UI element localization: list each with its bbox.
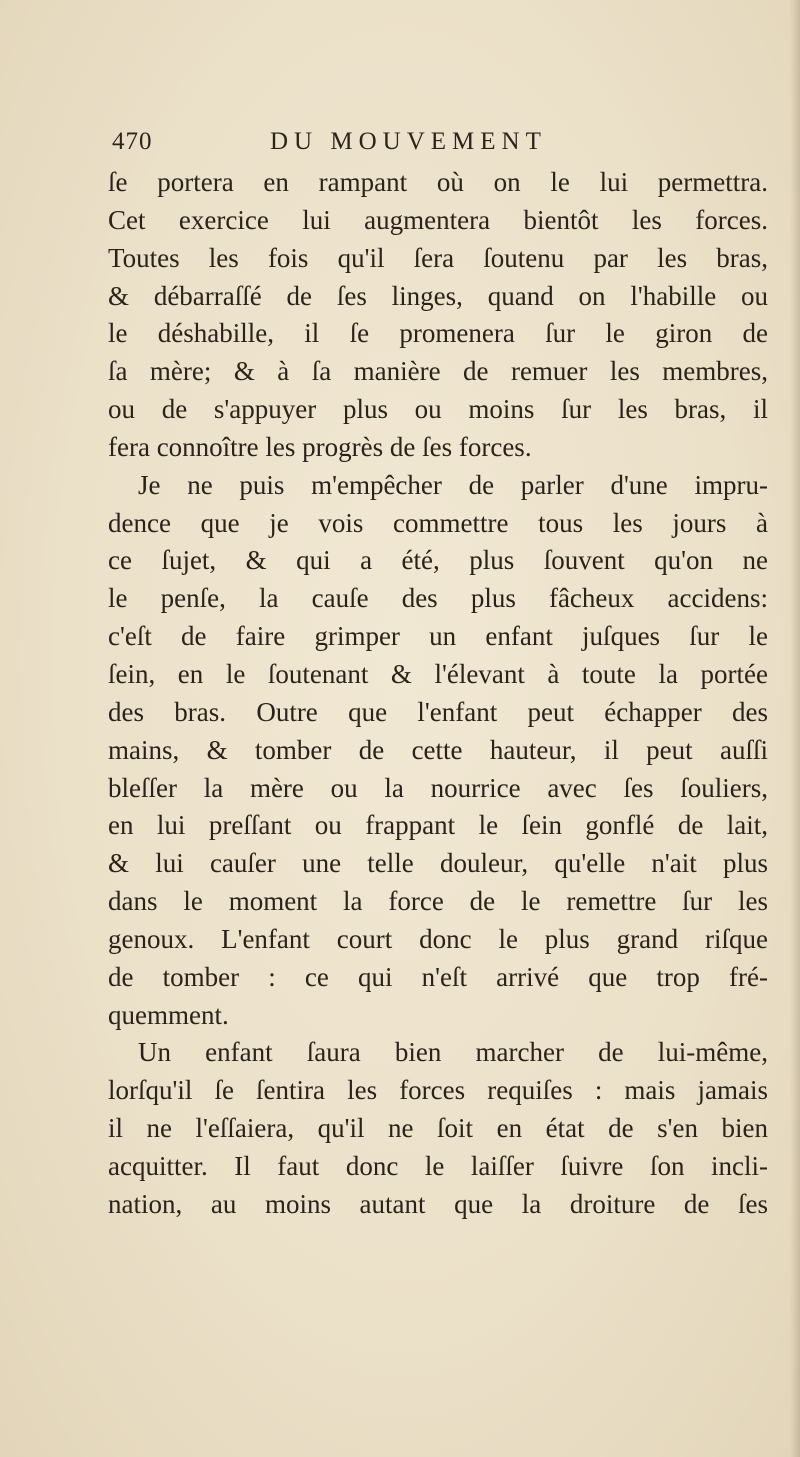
text-line: ou de s'appuyer plus ou moins ſur les bras, il (108, 394, 768, 425)
text-line: Toutes les fois qu'il ſera ſoutenu par les bras, (108, 242, 768, 273)
text-line: le penſe, la cauſe des plus fâcheux accidens: (108, 583, 768, 614)
text-line: ſa mère; & à ſa manière de remuer les membres, (108, 356, 768, 387)
page-number: 470 (112, 128, 153, 155)
text-line: le déshabille, il ſe promenera ſur le giron de (108, 318, 768, 349)
text-line: nation, au moins autant que la droiture de ſes (108, 1188, 768, 1219)
text-line: dans le moment la force de le remettre ſur les (108, 886, 768, 917)
body-text (108, 164, 768, 1224)
paragraph-start-line: Un enfant ſaura bien marcher de lui-même, (138, 1037, 768, 1068)
text-line: des bras. Outre que l'enfant peut échapper des (108, 696, 768, 727)
text-line: ſein, en le ſoutenant & l'élevant à toute la portée (108, 658, 768, 689)
running-head: DU MOUVEMENT (270, 128, 547, 155)
text-line: bleſſer la mère ou la nourrice avec ſes ſouliers, (108, 772, 768, 803)
text-line: & lui cauſer une telle douleur, qu'elle n'ait plus (108, 848, 768, 879)
text-line: Cet exercice lui augmentera bientôt les forces. (108, 204, 768, 235)
text-line: en lui preſſant ou frappant le ſein gonflé de lait, (108, 810, 768, 841)
text-line: de tomber : ce qui n'eſt arrivé que trop fré- (108, 961, 768, 992)
text-line: fera connoître les progrès de ſes forces. (108, 431, 532, 462)
text-line: il ne l'eſſaiera, qu'il ne ſoit en état de s'en bien (108, 1113, 768, 1144)
text-line: mains, & tomber de cette hauteur, il peut auſſi (108, 734, 768, 765)
text-line: acquitter. Il faut donc le laiſſer ſuivre ſon incli- (108, 1150, 768, 1181)
text-line: c'eſt de faire grimper un enfant juſques ſur le (108, 621, 768, 652)
text-line: quemment. (108, 999, 229, 1030)
page-header (112, 128, 712, 164)
text-line: ce ſujet, & qui a été, plus ſouvent qu'on ne (108, 545, 768, 576)
text-line: genoux. L'enfant court donc le plus grand riſque (108, 923, 768, 954)
text-line: & débarraſſé de ſes linges, quand on l'habille ou (108, 280, 768, 311)
text-line: ſe portera en rampant où on le lui permettra. (108, 167, 768, 197)
text-line: lorſqu'il ſe ſentira les forces requiſes : mais jamais (108, 1075, 768, 1106)
paragraph-start-line: Je ne puis m'empêcher de parler d'une impru- (138, 469, 768, 500)
text-line: dence que je vois commettre tous les jours à (108, 507, 768, 538)
